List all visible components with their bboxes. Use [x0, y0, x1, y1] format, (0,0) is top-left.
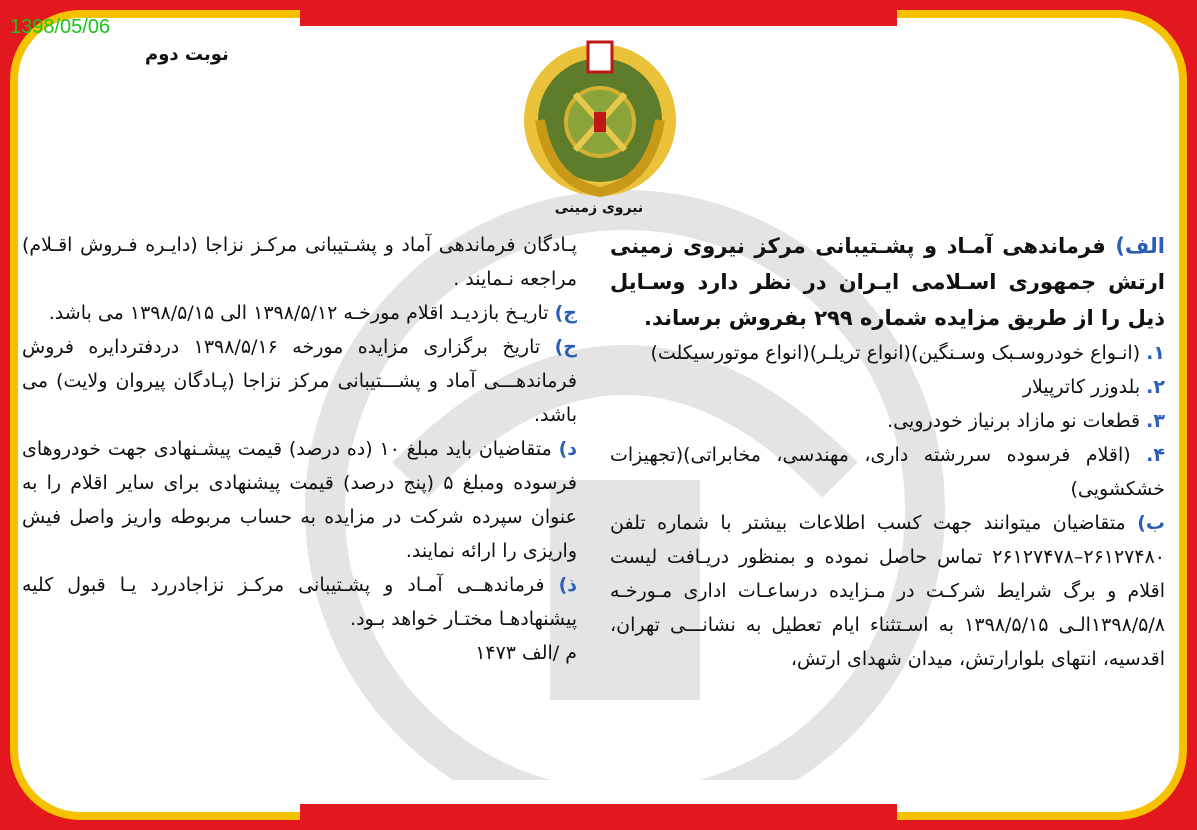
alef-marker: الف) [1115, 234, 1166, 258]
list-item: ۱. (انـواع خودروسـبک وسـنگین)(انواع تریلـر)(انواع موتورسیکلت) [650, 342, 1165, 364]
left-column [22, 228, 577, 670]
section-he: ح) تاریخ برگزاری مزایده مورخه ۱۳۹۸/۵/۱۶ دردفتردایره فروش فرماندهـــی آماد و پشـــتیبانی مرکز نزاجا (پـادگان پیروان ولایت) می باشد. [22, 336, 577, 426]
round-label: نوبت دوم [145, 44, 229, 65]
headline-text: فرماندهی آمـاد و پشـتیبانی مرکز نیروی زمینی ارتش جمهوری اسـلامی ایـران در نظر دارد وسـایل ذیل را از طریق مزایده شماره ۲۹۹ بفروش برساند. [610, 234, 1165, 330]
emblem-caption: نیروی زمینی [554, 200, 644, 216]
list-item: ۳. قطعات نو مازاد برنیاز خودرویی. [887, 410, 1165, 432]
section-dal: د) متقاضیان باید مبلغ ۱۰ (ده درصد) قیمت پیشـنهادی جهت خودروهای فرسوده ومبلغ ۵ (پنج درصد) قیمت پیشنهادی برای سایر اقلام را به عنوان سپرده شرکت در مزایده به حساب مربوطه واریز واصل فیش واریزی را ارائه نمایند. [22, 438, 577, 562]
intro-paragraph: پـادگان فرماندهی آماد و پشـتیبانی مرکـز نزاجا (دایـره فـروش اقـلام) مراجعه نـمایند . [22, 234, 577, 290]
section-jim: ج) تاریـخ بازدیـد اقلام مورخـه ۱۳۹۸/۵/۱۲ الی ۱۳۹۸/۵/۱۵ می باشد. [48, 302, 577, 324]
be-marker: ب) [1137, 512, 1165, 534]
list-item: ۲. بلدوزر کاترپیلار [1022, 376, 1165, 398]
publish-date: 1398/05/06 [10, 16, 111, 38]
army-emblem-icon [520, 32, 680, 202]
section-be: ب) متقاضیان میتوانند جهت کسب اطلاعات بیشتر با شماره تلفن ۲۶۱۲۷۴۸۰–۲۶۱۲۷۴۷۸ تماس حاصل نموده و بمنظور دریـافت لیست اقلام و برگ شرایط شرکـت در مـزایده درساعـات اداری مـورخـه ۱۳۹۸/۵/۸الـی ۱۳۹۸/۵/۱۵ به اسـتثناء ایام تعطیل به نشانـــی تهران، اقدسیه، انتهای بلوارارتش، میدان شهدای ارتش، [610, 512, 1165, 670]
headline-paragraph [610, 228, 1165, 336]
list-item: ۴. (اقلام فرسوده سررشته داری، مهندسی، مخابراتی)(تجهیزات خشکشویی) [610, 444, 1165, 500]
right-column [610, 228, 1165, 676]
reference-number: م /الف ۱۴۷۳ [475, 642, 577, 664]
section-zal: ذ) فرماندهــی آمـاد و پشـتیبانی مرکـز نزاجادررد یـا قبول کلیه پیشنهادهـا مختـار خواهد بـود. [22, 574, 577, 630]
